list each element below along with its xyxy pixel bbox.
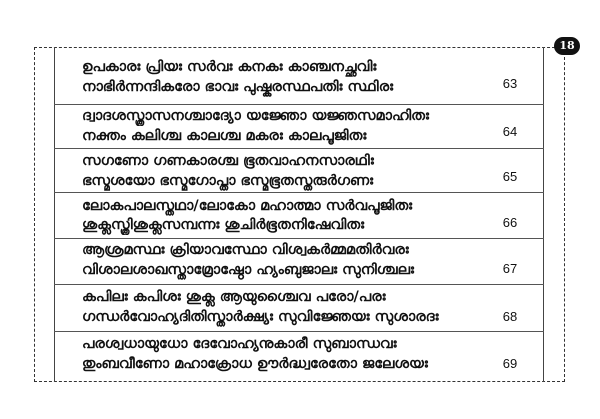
verse-number-63: 63 xyxy=(502,76,518,91)
verse-66-line-2: ശുക്ലസ്ത്രിശുക്ലസമ്പന്നഃ ശുചിർഭൂതനിഷേവിതഃ xyxy=(82,217,365,233)
verse-number-65: 65 xyxy=(502,169,518,184)
verse-number-69: 69 xyxy=(502,356,518,371)
verse-65-line-2: ഭസ്മശയോ ഭസ്മഗോപ്താ ഭസ്മഭൂതസ്തരുർഗണഃ xyxy=(82,173,374,189)
verse-number-67: 67 xyxy=(502,261,518,276)
verse-divider xyxy=(54,238,544,239)
verse-number-64: 64 xyxy=(502,124,518,139)
verse-67-line-2: വിശാലശാഖസ്താമ്രോഷ്ഠോ ഹ്യംബുജാലഃ സുനിശ്ചലഃ xyxy=(82,262,414,278)
verse-68-line-2: ഗന്ധർവോഹ്യദിതിസ്താർക്ഷ്യഃ സുവിജ്ഞേയഃ സുശാരദഃ xyxy=(82,309,439,325)
verse-64-line-1: ദ്വാദശസ്ത്രാസനശ്ചാദ്യോ യജ്ഞോ യജ്ഞസമാഹിതഃ xyxy=(82,108,429,124)
verse-divider xyxy=(54,192,544,193)
verse-67-line-1: ആശ്രമസ്ഥഃ ക്രിയാവസ്ഥോ വിശ്വകർമ്മമതിർവരഃ xyxy=(82,242,409,258)
verse-64-line-2: നക്തം കലിശ്ച കാലശ്ച മകരഃ കാലപൂജിതഃ xyxy=(82,128,367,144)
verse-63-line-1: ഉപകാരഃ പ്രിയഃ സർവഃ കനകഃ കാഞ്ചനച്ഛവിഃ xyxy=(82,59,377,75)
verse-divider xyxy=(54,104,544,105)
verse-divider xyxy=(54,331,544,332)
verse-divider xyxy=(54,284,544,285)
verse-65-line-1: സഗണോ ഗണകാരശ്ച ഭൂതവാഹനസാരഥിഃ xyxy=(82,153,374,169)
verse-69-line-2: തുംബവീണോ മഹാക്രോധ ഊർദ്ധ്വരേതോ ജലേശയഃ xyxy=(82,356,428,372)
verse-number-68: 68 xyxy=(502,309,518,324)
verse-69-line-1: പരശ്വധായുധോ ദേവോഹ്യനുകാരീ സുബാന്ധവഃ xyxy=(82,336,397,352)
verse-68-line-1: കപിലഃ കപിശഃ ശുക്ല ആയുശ്ചൈവ പരോ/പരഃ xyxy=(82,289,386,305)
verse-63-line-2: നാഭിർന്നന്ദികരോ ഭാവഃ പുഷ്കരസ്ഥപതിഃ സ്ഥിരഃ xyxy=(82,79,394,95)
verse-number-66: 66 xyxy=(502,215,518,230)
page-number-badge: 18 xyxy=(554,37,580,55)
verse-divider xyxy=(54,148,544,149)
verse-66-line-1: ലോകപാലസ്തഥാ/ലോകോ മഹാത്മാ സർവപൂജിതഃ xyxy=(82,198,413,214)
